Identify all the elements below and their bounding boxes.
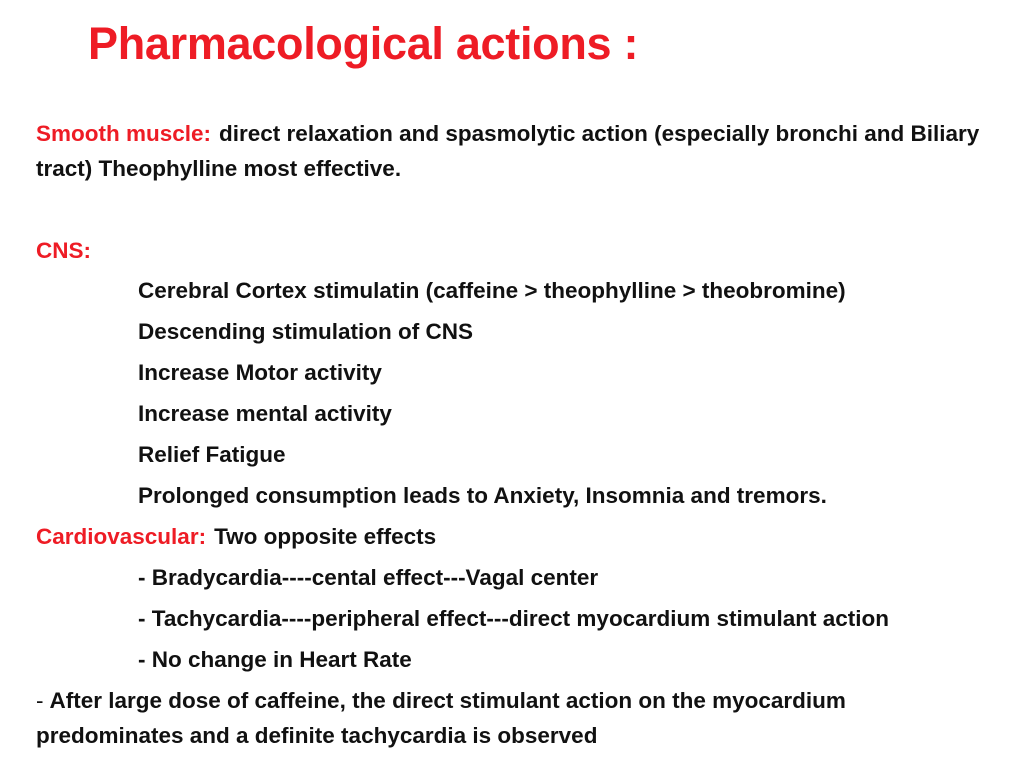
cns-item: Descending stimulation of CNS [138, 319, 474, 344]
cardiovascular-line [36, 522, 436, 552]
cns-item: Cerebral Cortex stimulatin (caffeine > theophylline > theobromine) [138, 278, 846, 303]
cns-item: Prolonged consumption leads to Anxiety, Insomnia and tremors. [138, 483, 827, 508]
cardiovascular-item: - Bradycardia----cental effect---Vagal center [138, 565, 599, 590]
cardiovascular-item: - No change in Heart Rate [138, 647, 412, 672]
cns-label: CNS: [36, 238, 91, 263]
smooth-muscle-paragraph [36, 116, 996, 186]
slide-title: Pharmacological actions : [88, 18, 639, 69]
caffeine-note-paragraph [36, 683, 996, 753]
caffeine-note-text: After large dose of caffeine, the direct stimulant action on the myocardium predominates and a definite tachycardia is observed [36, 688, 846, 748]
cardiovascular-text: Two opposite effects [214, 524, 437, 549]
smooth-muscle-text: direct relaxation and spasmolytic action (especially bronchi and Biliary tract) Theophylline most effective. [36, 121, 980, 181]
cardiovascular-label: Cardiovascular: [36, 524, 207, 549]
smooth-muscle-label: Smooth muscle: [36, 121, 212, 146]
cardiovascular-item: - Tachycardia----peripheral effect---direct myocardium stimulant action [138, 606, 889, 631]
caffeine-note-dash: - [36, 688, 44, 713]
cns-item: Increase mental activity [138, 401, 392, 426]
cns-item: Relief Fatigue [138, 442, 286, 467]
cns-item: Increase Motor activity [138, 360, 382, 385]
